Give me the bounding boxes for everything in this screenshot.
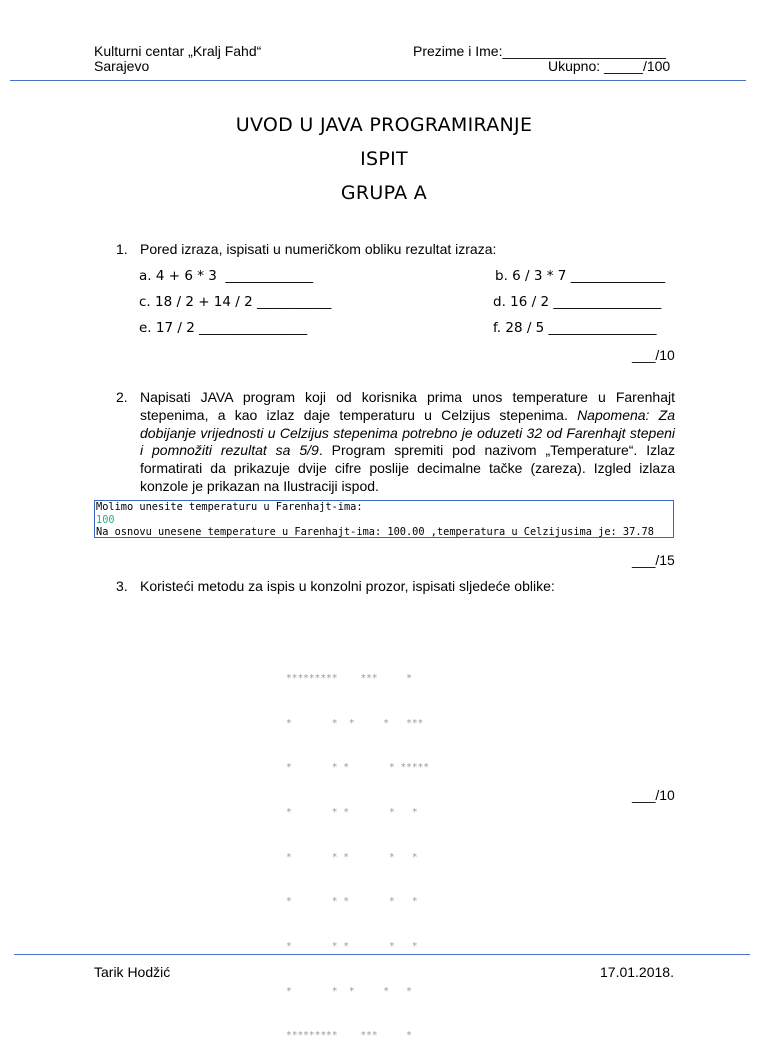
question-2-text-part2: . Program spremiti pod nazivom „Temperature“. Izlaz formatirati da prikazuje dvije cifre poslije decimalne tačke (zareza). Izgled izlaza konzole je prikazan na Ilustraciji ispod. <box>140 442 676 494</box>
question-2-note: Napomena: Za dobijanje vrijednosti u Celzijus stepenima potrebno je oduzeti 32 od Farenhajt stepeni i pomnožiti rezultat sa 5/9 <box>140 406 675 459</box>
question-3-text: Koristeći metodu za ispis u konzolni prozor, ispisati sljedeće oblike: <box>140 578 555 594</box>
question-1-item-d: d. 16 / 2 ________________ <box>493 294 662 310</box>
pattern-line: * * * * * <box>286 985 412 997</box>
star-pattern <box>286 642 429 1059</box>
question-2-number: 2. <box>116 389 128 405</box>
console-illustration <box>94 500 674 538</box>
question-3-score: ___/10 <box>632 787 675 803</box>
question-1-item-c: c. 18 / 2 + 14 / 2 ___________ <box>139 294 332 310</box>
pattern-line: * * * * * <box>286 806 418 818</box>
header-institution: Kulturni centar „Kralj Fahd“ <box>94 43 262 59</box>
pattern-line: * * * * * <box>286 941 418 953</box>
question-2-text-part1: Napisati JAVA program koji od korisnika prima unos temperature u Farenhajt stepenima, a kao izlaz daje temperaturu u Celzijus stepenima. <box>140 389 675 423</box>
question-1-item-e: e. 17 / 2 ________________ <box>139 320 308 336</box>
pattern-line: * * * * * <box>286 851 418 863</box>
footer-rule <box>14 954 750 955</box>
question-1-text: Pored izraza, ispisati u numeričkom obliku rezultat izraza: <box>140 241 497 257</box>
pattern-line: ********* *** * <box>286 1030 412 1042</box>
question-1-score: ___/10 <box>632 347 675 363</box>
footer-date: 17.01.2018. <box>600 964 674 980</box>
course-title: UVOD U JAVA PROGRAMIRANJE <box>235 114 533 136</box>
pattern-line: * * * * *** <box>286 717 424 729</box>
group-title: GRUPA A <box>340 182 428 204</box>
exam-title: ISPIT <box>360 148 408 170</box>
question-3-number: 3. <box>116 578 128 594</box>
question-1-number: 1. <box>116 241 128 257</box>
header-name-field: Prezime i Ime:_____________________ <box>413 43 666 59</box>
question-2-text <box>140 389 675 496</box>
question-2-score: ___/15 <box>632 552 675 568</box>
footer-author: Tarik Hodžić <box>94 964 171 980</box>
console-prompt-line: Molimo unesite temperaturu u Farenhajt-ima: <box>96 501 363 513</box>
question-1-item-a: a. 4 + 6 * 3 _____________ <box>139 268 314 284</box>
pattern-line: * * * * * <box>286 896 418 908</box>
header-total-score: Ukupno: _____/100 <box>548 58 671 74</box>
console-result-line: Na osnovu unesene temperature u Farenhajt-ima: 100.00 ,temperatura u Celzijusima je: 37.78 <box>96 526 654 538</box>
header-city: Sarajevo <box>94 58 150 74</box>
question-1-item-f: f. 28 / 5 ________________ <box>493 320 657 336</box>
question-1-item-b: b. 6 / 3 * 7 ______________ <box>495 268 666 284</box>
console-input-line: 100 <box>96 513 115 526</box>
pattern-line: ********* *** * <box>286 672 412 684</box>
pattern-line: * * * * ***** <box>286 762 429 774</box>
header-rule <box>10 80 746 81</box>
